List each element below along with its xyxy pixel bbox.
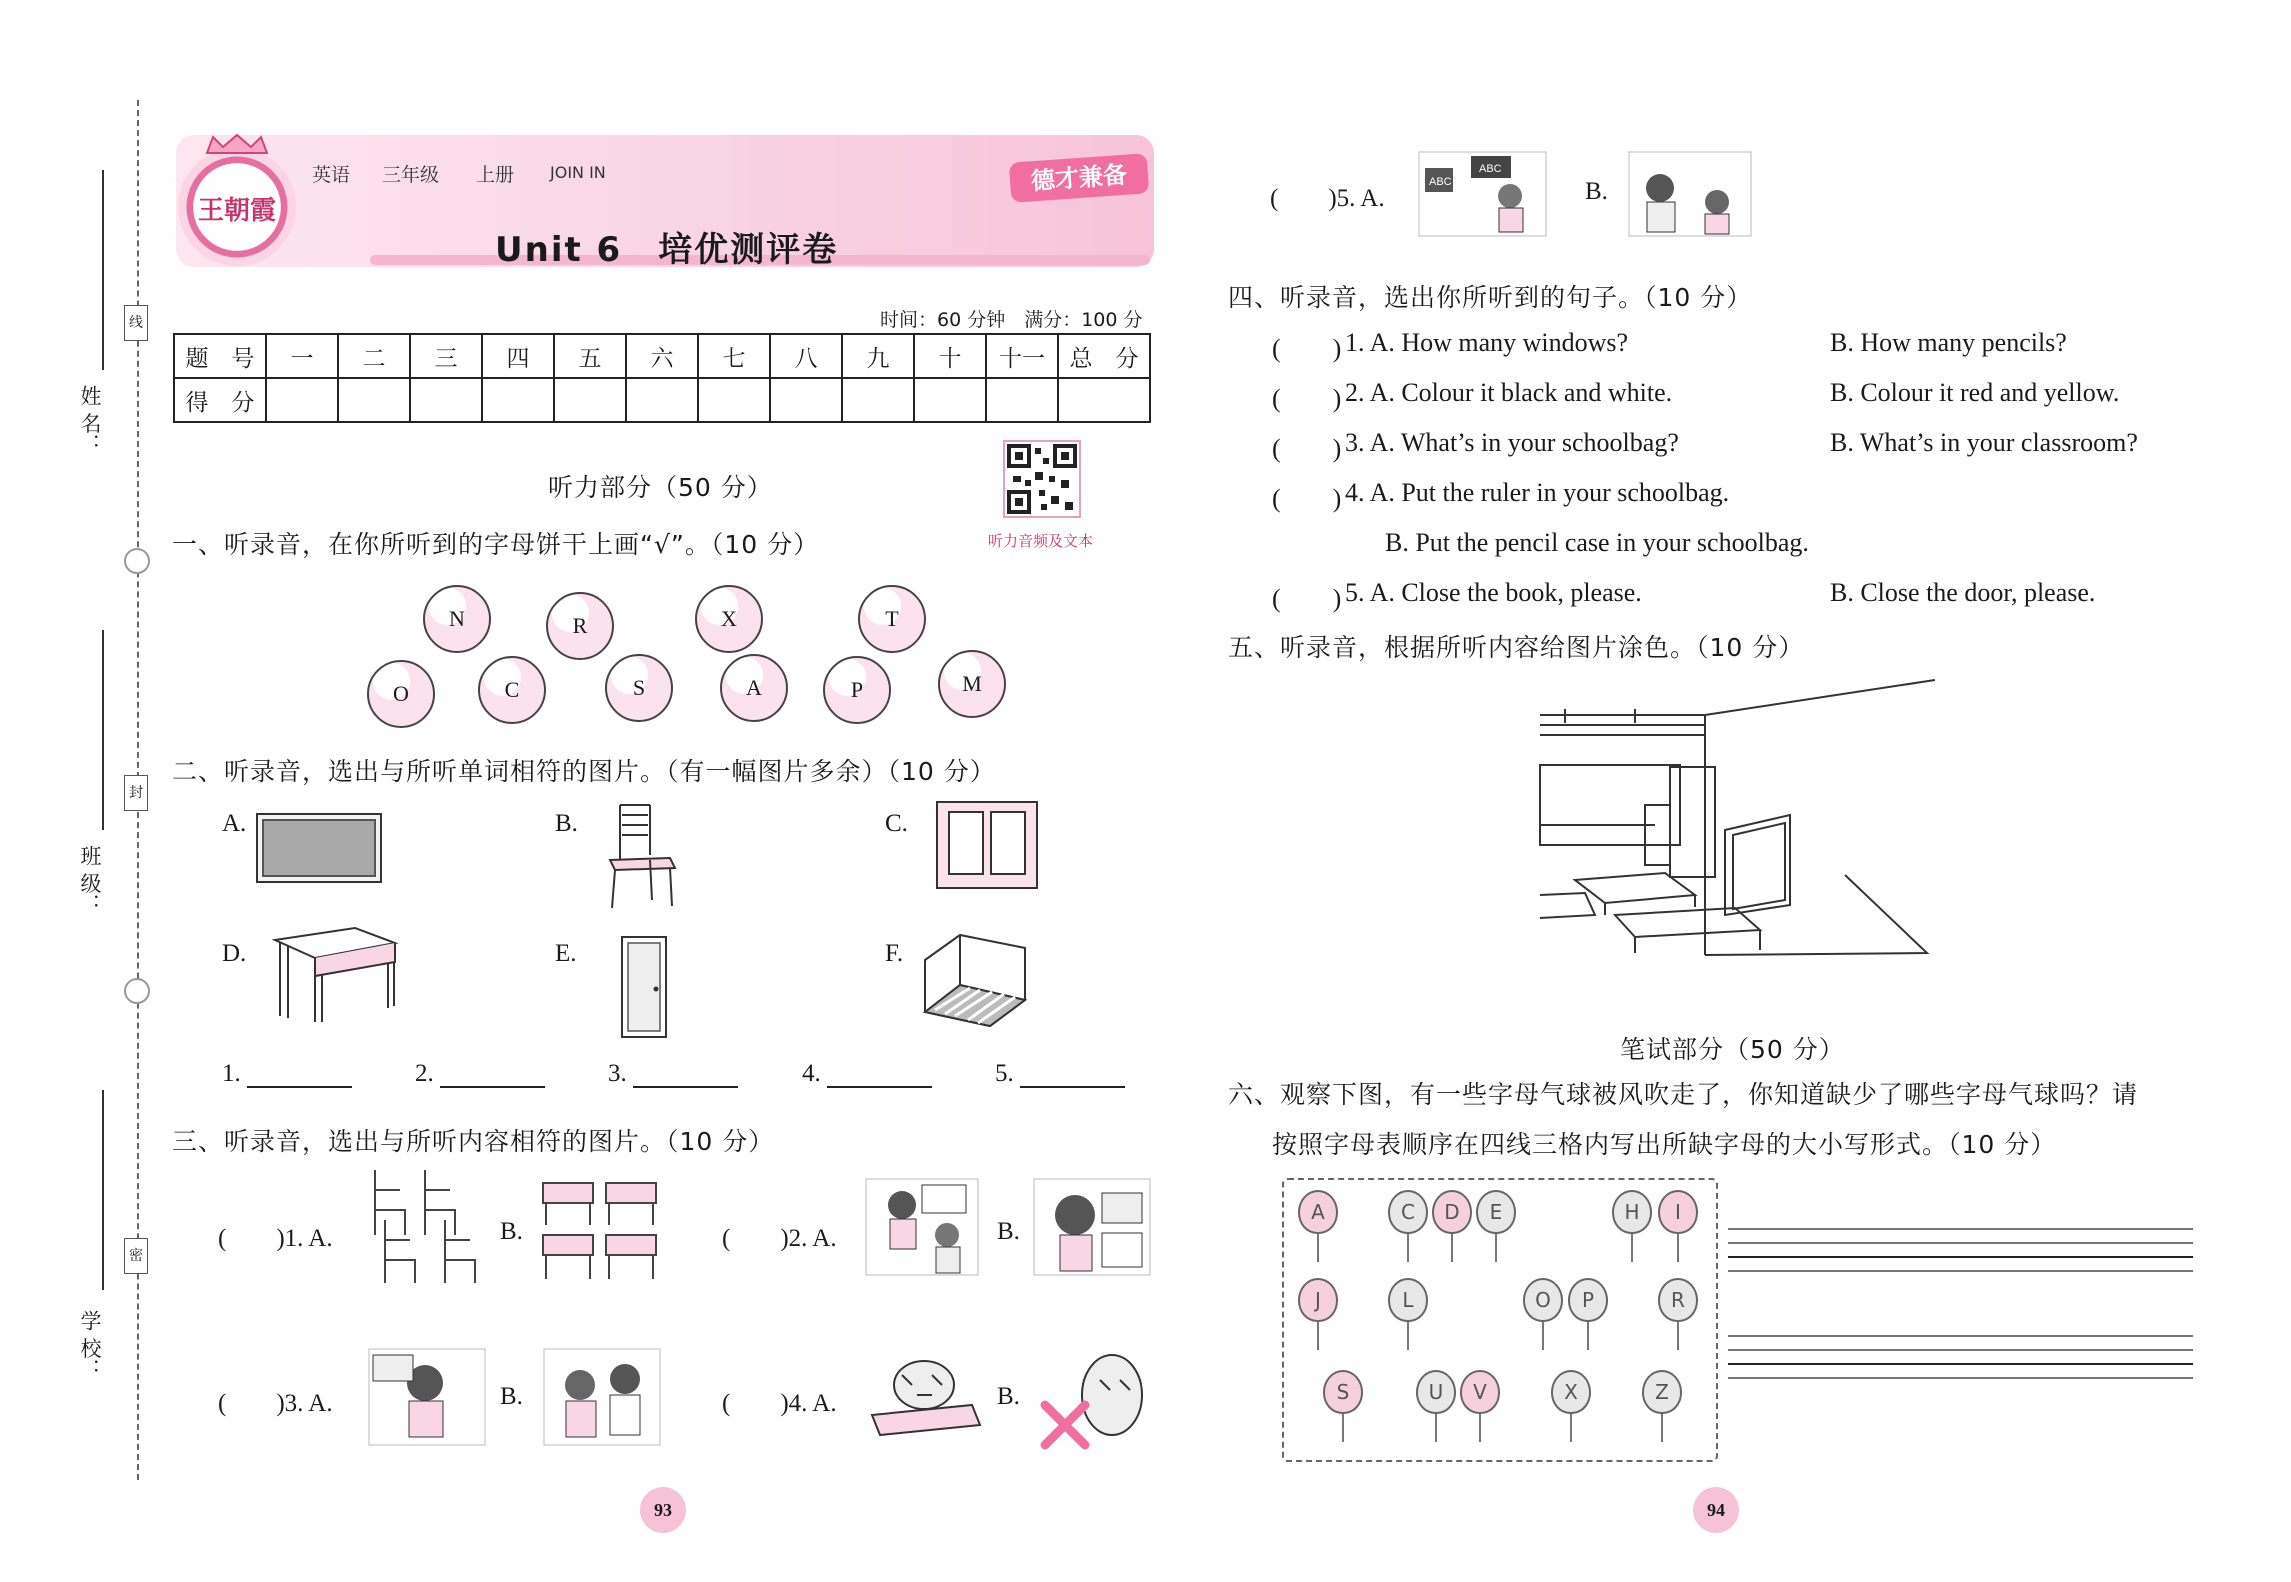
q1-title: 一、听录音，在你所听到的字母饼干上画“√”。（10 分） <box>172 530 820 559</box>
listening-section-title: 听力部分（50 分） <box>548 473 773 502</box>
balloon-string <box>1317 1234 1319 1262</box>
letter-balloon: V <box>1460 1370 1500 1414</box>
score-input-cell[interactable] <box>986 378 1058 422</box>
letter-balloon: H <box>1612 1190 1652 1234</box>
writing-section-title: 笔试部分（50 分） <box>1620 1035 1845 1064</box>
table-cell: 题 号 <box>174 334 266 378</box>
tiger-cross-image[interactable] <box>1030 1345 1155 1450</box>
classroom-abc-image[interactable] <box>1415 148 1550 240</box>
option-label: A. <box>222 810 247 837</box>
score-input-cell[interactable] <box>1058 378 1150 422</box>
grade-label: 三年级 <box>382 164 440 186</box>
letter-cookie[interactable]: A <box>720 654 788 722</box>
score-input-cell[interactable] <box>842 378 914 422</box>
page-title: Unit 6 培优测评卷 <box>495 230 839 270</box>
letter-balloon: U <box>1416 1370 1456 1414</box>
table-cell: 得 分 <box>174 378 266 422</box>
answer-paren[interactable]: ( ) <box>1272 334 1342 363</box>
score-input-cell[interactable] <box>410 378 482 422</box>
option-label: C. <box>885 810 908 837</box>
option-label: B. <box>555 810 578 837</box>
q4-option-b: B. Close the door, please. <box>1830 578 2096 607</box>
score-input-cell[interactable] <box>554 378 626 422</box>
answer-blank[interactable] <box>415 1060 545 1088</box>
q6-title-line2: 按照字母表顺序在四线三格内写出所缺字母的大小写形式。（10 分） <box>1272 1130 2057 1159</box>
writing-lines[interactable] <box>1728 1335 2193 1391</box>
name-line <box>102 170 104 370</box>
class-line <box>102 630 104 830</box>
letter-cookie[interactable]: T <box>858 585 926 653</box>
letter-balloon: C <box>1388 1190 1428 1234</box>
binding-hole <box>124 978 150 1004</box>
page-number-left: 93 <box>640 1487 686 1533</box>
table-cell: 六 <box>626 334 698 378</box>
answer-paren[interactable]: ( ) <box>1272 434 1342 463</box>
balloon-string <box>1451 1234 1453 1262</box>
q3-item: ( )5. A. <box>1270 185 1385 212</box>
letter-balloon: S <box>1323 1370 1363 1414</box>
brand-name: 王朝霞 <box>197 196 276 226</box>
score-input-cell[interactable] <box>338 378 410 422</box>
letter-cookie[interactable]: M <box>938 650 1006 718</box>
score-value-row <box>174 378 1150 422</box>
binding-hole <box>124 548 150 574</box>
blank-number: 2. <box>415 1060 434 1087</box>
volume-label: 上册 <box>476 164 515 186</box>
q4-option-b: B. Put the pencil case in your schoolbag. <box>1385 528 1809 557</box>
balloon-string <box>1342 1414 1344 1442</box>
score-input-cell[interactable] <box>770 378 842 422</box>
balloon-string <box>1570 1414 1572 1442</box>
q3-item: ( )2. A. <box>722 1225 837 1252</box>
table-cell: 五 <box>554 334 626 378</box>
option-label: F. <box>885 940 904 967</box>
seal-line-char: 线 <box>124 305 148 341</box>
score-header-row <box>174 334 1150 378</box>
subject-label: 英语 <box>312 164 351 186</box>
q3-item: ( )1. A. <box>218 1225 333 1252</box>
q4-title: 四、听录音，选出你所听到的句子。（10 分） <box>1228 283 1753 312</box>
seal-secret-char: 密 <box>124 1238 148 1274</box>
q4-option-a: 4. A. Put the ruler in your schoolbag. <box>1345 478 1730 507</box>
q4-option-b: B. How many pencils? <box>1830 328 2067 357</box>
answer-paren[interactable]: ( ) <box>1272 484 1342 513</box>
tiger-desk-image[interactable] <box>862 1345 987 1450</box>
option-label: E. <box>555 940 577 967</box>
floor-image[interactable] <box>920 930 1030 1030</box>
answer-blank[interactable] <box>995 1060 1125 1088</box>
letter-balloon: I <box>1658 1190 1698 1234</box>
letter-cookie[interactable]: S <box>605 654 673 722</box>
balloon-string <box>1677 1322 1679 1350</box>
letter-balloon: L <box>1388 1278 1428 1322</box>
school-line <box>102 1090 104 1290</box>
letter-balloon: P <box>1568 1278 1608 1322</box>
teacher-scene-image[interactable] <box>1625 148 1755 240</box>
answer-paren[interactable]: ( ) <box>1272 384 1342 413</box>
table-cell: 总 分 <box>1058 334 1150 378</box>
score-input-cell[interactable] <box>482 378 554 422</box>
table-cell: 一 <box>266 334 338 378</box>
option-label: B. <box>500 1383 523 1410</box>
letter-balloon: J <box>1298 1278 1338 1322</box>
q4-option-b: B. What’s in your classroom? <box>1830 428 2138 457</box>
table-cell: 四 <box>482 334 554 378</box>
letter-cookie[interactable]: N <box>423 585 491 653</box>
option-label: B. <box>500 1218 523 1245</box>
name-label: 姓 名： <box>78 385 102 455</box>
balloon-string <box>1407 1322 1409 1350</box>
blank-number: 5. <box>995 1060 1014 1087</box>
letter-balloon: Z <box>1642 1370 1682 1414</box>
balloon-string <box>1435 1414 1437 1442</box>
blank-number: 4. <box>802 1060 821 1087</box>
blank-number: 1. <box>222 1060 241 1087</box>
q4-option-a: 5. A. Close the book, please. <box>1345 578 1642 607</box>
time-info: 时间：60 分钟 满分：100 分 <box>880 309 1143 331</box>
desk-image[interactable] <box>270 918 400 1028</box>
balloon-string <box>1677 1234 1679 1262</box>
answer-blank[interactable] <box>222 1060 352 1088</box>
crown-icon <box>205 133 269 155</box>
children-scene-image[interactable] <box>540 1345 665 1450</box>
letter-cookie[interactable]: P <box>823 656 891 724</box>
q5-title: 五、听录音，根据所听内容给图片涂色。（10 分） <box>1228 633 1805 662</box>
letter-balloon: X <box>1551 1370 1591 1414</box>
blank-number: 3. <box>608 1060 627 1087</box>
door-image[interactable] <box>620 935 670 1040</box>
letter-cookie[interactable]: R <box>546 592 614 660</box>
table-cell: 十一 <box>986 334 1058 378</box>
balloon-string <box>1407 1234 1409 1262</box>
balloon-string <box>1495 1234 1497 1262</box>
option-label: B. <box>1585 178 1608 205</box>
answer-paren[interactable]: ( ) <box>1272 584 1342 613</box>
writing-lines[interactable] <box>1728 1228 2193 1284</box>
letter-balloon: E <box>1476 1190 1516 1234</box>
option-label: B. <box>997 1218 1020 1245</box>
letter-balloon: A <box>1298 1190 1338 1234</box>
option-label: D. <box>222 940 247 967</box>
q3-title: 三、听录音，选出与所听内容相符的图片。（10 分） <box>172 1127 775 1156</box>
balloon-string <box>1479 1414 1481 1442</box>
chair-image[interactable] <box>600 800 685 910</box>
balloon-string <box>1317 1322 1319 1350</box>
table-cell: 三 <box>410 334 482 378</box>
q3-item: ( )4. A. <box>722 1390 837 1417</box>
balloon-string <box>1661 1414 1663 1442</box>
score-input-cell[interactable] <box>626 378 698 422</box>
balloon-string <box>1631 1234 1633 1262</box>
school-label: 学 校： <box>78 1310 102 1380</box>
table-cell: 七 <box>698 334 770 378</box>
answer-blank[interactable] <box>802 1060 932 1088</box>
chairs-image[interactable] <box>360 1165 490 1285</box>
badge-label: 德才兼备 <box>1009 153 1149 203</box>
letter-balloon: R <box>1658 1278 1698 1322</box>
girl-scene-image[interactable] <box>1030 1175 1155 1280</box>
table-cell: 九 <box>842 334 914 378</box>
blackboard-image[interactable] <box>255 808 385 888</box>
answer-blank[interactable] <box>608 1060 738 1088</box>
score-input-cell[interactable] <box>698 378 770 422</box>
score-table <box>173 333 1151 423</box>
table-cell: 二 <box>338 334 410 378</box>
classroom-scene-image[interactable] <box>862 1175 982 1280</box>
desks-image[interactable] <box>538 1175 663 1285</box>
letter-balloon: D <box>1432 1190 1472 1234</box>
score-input-cell[interactable] <box>266 378 338 422</box>
q4-option-a: 2. A. Colour it black and white. <box>1345 378 1673 407</box>
option-label: B. <box>997 1383 1020 1410</box>
page-number-right: 94 <box>1693 1487 1739 1533</box>
letter-balloon: O <box>1523 1278 1563 1322</box>
table-cell: 十 <box>914 334 986 378</box>
q2-title: 二、听录音，选出与所听单词相符的图片。（有一幅图片多余）（10 分） <box>172 757 996 786</box>
q3-item: ( )3. A. <box>218 1390 333 1417</box>
letter-cookie[interactable]: C <box>478 656 546 724</box>
svg-text:ABC: ABC <box>1479 163 1502 175</box>
balloon-string <box>1542 1322 1544 1350</box>
table-cell: 八 <box>770 334 842 378</box>
girl-schoolbag-image[interactable] <box>365 1345 490 1450</box>
score-input-cell[interactable] <box>914 378 986 422</box>
seal-seal-char: 封 <box>124 775 148 811</box>
svg-text:ABC: ABC <box>1429 176 1452 188</box>
letter-cookie[interactable]: X <box>695 585 763 653</box>
class-label: 班 级： <box>78 845 102 915</box>
letter-cookie[interactable]: O <box>367 660 435 728</box>
edition-label: JOIN IN <box>550 163 606 182</box>
q4-option-b: B. Colour it red and yellow. <box>1830 378 2120 407</box>
q4-option-a: 3. A. What’s in your schoolbag? <box>1345 428 1679 457</box>
qr-caption: 听力音频及文本 <box>988 532 1094 550</box>
window-image[interactable] <box>935 800 1040 892</box>
q4-option-a: 1. A. How many windows? <box>1345 328 1629 357</box>
classroom-coloring-image[interactable] <box>1535 675 1935 965</box>
q6-title-line1: 六、观察下图，有一些字母气球被风吹走了，你知道缺少了哪些字母气球吗？请 <box>1228 1080 2139 1109</box>
balloon-string <box>1587 1322 1589 1350</box>
qr-code-icon[interactable] <box>1003 440 1081 518</box>
